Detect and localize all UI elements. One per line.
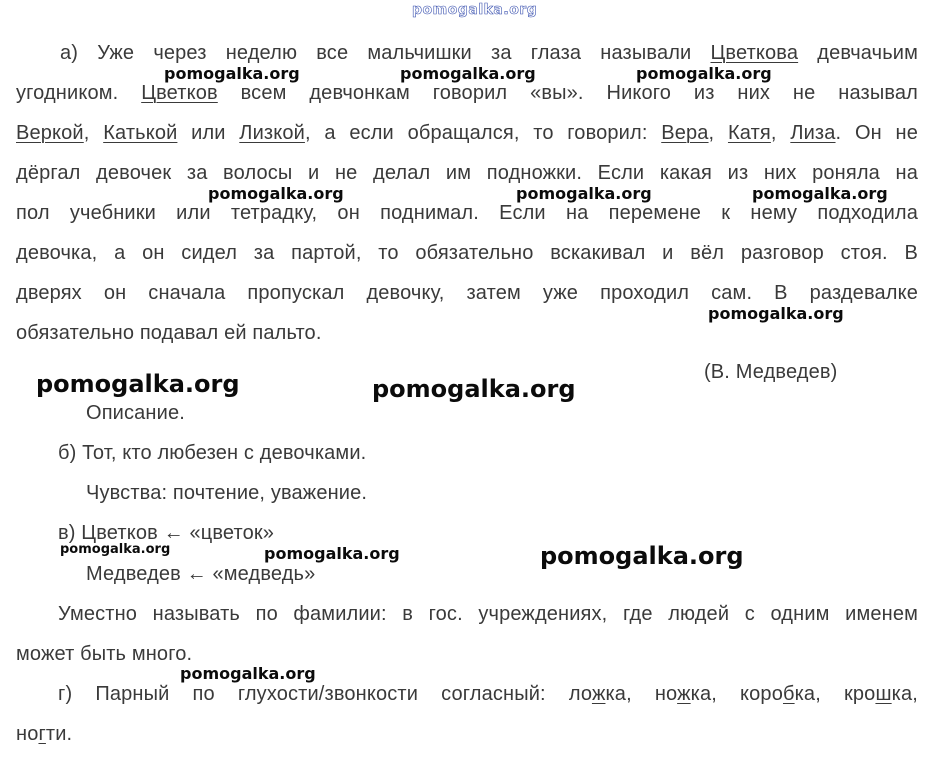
underlined-letter: ш: [875, 683, 892, 705]
text-segment: или: [177, 122, 240, 144]
underlined-letter: б: [782, 683, 795, 705]
watermark: pomogalka.org: [752, 184, 888, 203]
answer-v-line-1: в) Цветков ← «цветок»: [58, 522, 275, 544]
underlined-word: Вера: [661, 122, 709, 144]
watermark: pomogalka.org: [708, 304, 844, 323]
text-segment: но: [16, 723, 39, 745]
paragraph-a-line-8: обязательно подавал ей пальто.: [16, 322, 322, 344]
answer-b-line-1: б) Тот, кто любезен с девочками.: [58, 442, 367, 464]
watermark: pomogalka.org: [372, 375, 576, 403]
text-segment: г) Парный по глухости/звонкости согласный: ло: [58, 683, 592, 705]
answer-b-line-2: Чувства: почтение, уважение.: [86, 482, 368, 504]
underlined-word: Лиза: [790, 122, 836, 144]
answer-g-line-1: [58, 682, 918, 706]
watermark: pomogalka.org: [208, 184, 344, 203]
watermark: pomogalka.org: [516, 184, 652, 203]
watermark: pomogalka.org: [164, 64, 300, 83]
underlined-letter: г: [38, 723, 46, 745]
paragraph-a-line-4: дёргал девочек за волосы и не делал им подножки. Если какая из них роняла на: [16, 162, 918, 184]
text-segment: , а если обращался, то говорил:: [304, 122, 662, 144]
author-attribution: (В. Медведев): [704, 361, 838, 383]
text-segment: угодником.: [16, 82, 142, 104]
watermark: pomogalka.org: [60, 542, 171, 557]
text-segment: ка, но: [605, 683, 678, 705]
watermark: pomogalka.org: [400, 64, 536, 83]
watermark: pomogalka.org: [264, 544, 400, 563]
text-segment: . Он не: [835, 122, 919, 144]
answer-v-line-2: Медведев ← «медведь»: [86, 563, 316, 585]
text-segment: ,: [83, 122, 104, 144]
underlined-word: Цветкова: [710, 42, 799, 64]
underlined-word: Цветков: [141, 82, 218, 104]
watermark: pomogalka.org: [636, 64, 772, 83]
watermark: pomogalka.org: [36, 370, 240, 398]
paragraph-a-line-6: девочка, а он сидел за партой, то обязательно вскакивал и вёл разговор стоя. В: [16, 242, 918, 264]
text-segment: ка, коро: [690, 683, 783, 705]
underlined-word: Катькой: [103, 122, 178, 144]
text-segment: всем девчонкам говорил «вы». Никого из них не называл: [217, 82, 918, 104]
text-segment: ти.: [45, 723, 73, 745]
text-segment: ка, кро: [794, 683, 876, 705]
underlined-word: Веркой: [16, 122, 84, 144]
watermark: pomogalka.org: [180, 664, 316, 683]
text-segment: ка,: [891, 683, 918, 705]
underlined-word: Лизкой: [239, 122, 305, 144]
text-segment: а) Уже через неделю все мальчишки за глаза называли: [60, 42, 711, 64]
paragraph-a-line-5: пол учебники или тетрадку, он поднимал. Если на перемене к нему подходила: [16, 202, 918, 224]
underlined-letter: ж: [591, 683, 606, 705]
text-segment: ,: [770, 122, 791, 144]
underlined-word: Катя: [727, 122, 771, 144]
watermark: pomogalka.org: [540, 542, 744, 570]
paragraph-a-line-3: [16, 121, 918, 145]
text-segment: ,: [708, 122, 728, 144]
usage-line-1: Уместно называть по фамилии: в гос. учреждениях, где людей с одним именем: [58, 603, 918, 625]
paragraph-a-line-2: [16, 81, 918, 105]
underlined-letter: ж: [677, 683, 691, 705]
paragraph-a-line-7: дверях он сначала пропускал девочку, затем уже проходил сам. В раздевалке: [16, 282, 918, 304]
answer-description: Описание.: [86, 402, 185, 424]
paragraph-a-line-1: [60, 41, 918, 65]
usage-line-2: может быть много.: [16, 643, 193, 665]
header-watermark: pomogalka.org: [412, 2, 538, 18]
answer-g-line-2: [16, 722, 72, 746]
text-segment: девчачьим: [798, 42, 918, 64]
